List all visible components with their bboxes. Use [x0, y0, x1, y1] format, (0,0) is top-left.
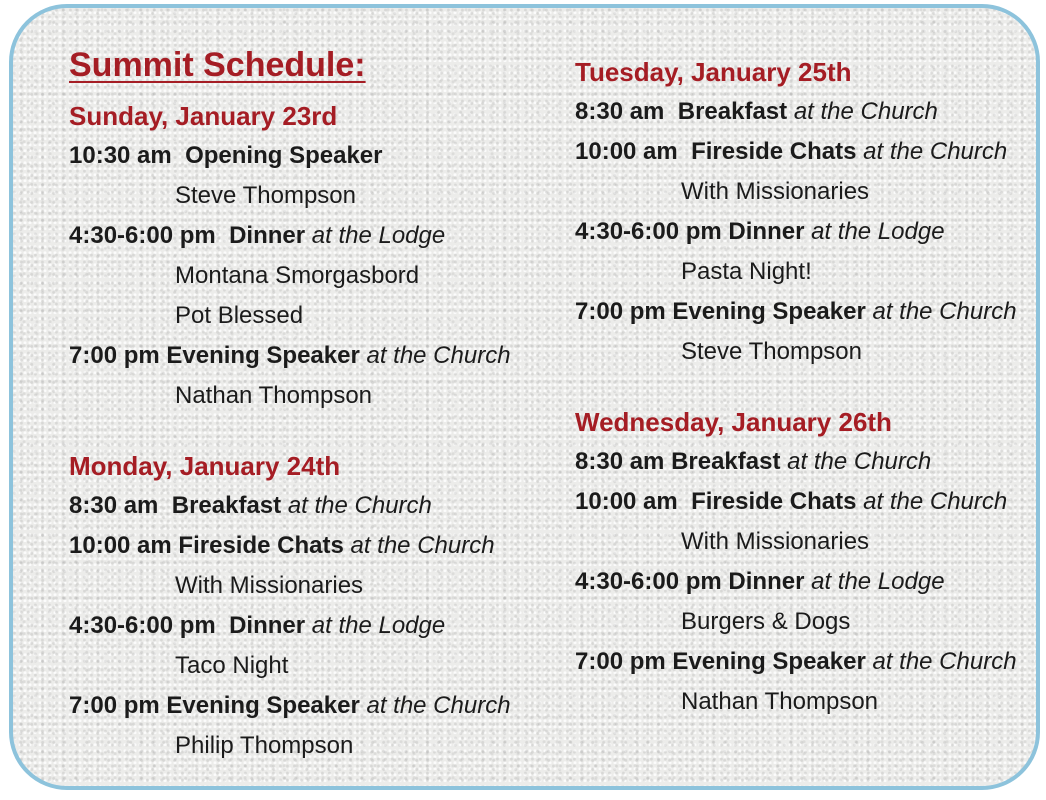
item-detail: Burgers & Dogs [681, 608, 851, 635]
item-location: at the Church [287, 492, 432, 519]
schedule-item [575, 292, 1017, 332]
item-location: at the Church [872, 648, 1017, 675]
item-event: Fireside Chats [691, 138, 857, 165]
schedule-item [575, 442, 1017, 482]
day-heading: Monday, January 24th [69, 451, 341, 481]
schedule-item [69, 606, 511, 646]
item-event: Dinner [229, 612, 306, 639]
item-event: Evening Speaker [166, 342, 360, 369]
item-time: 4:30-6:00 pm [69, 612, 216, 639]
schedule-item [69, 216, 511, 256]
item-event: Dinner [229, 222, 306, 249]
schedule-item [575, 92, 1017, 132]
schedule-item [69, 336, 511, 376]
item-detail: Pasta Night! [681, 258, 812, 285]
item-detail: Nathan Thompson [175, 382, 373, 409]
schedule-item [69, 526, 511, 566]
item-location: at the Lodge [811, 218, 945, 245]
item-location: at the Lodge [811, 568, 945, 595]
item-event: Evening Speaker [672, 648, 866, 675]
item-time: 8:30 am [575, 98, 665, 125]
item-time: 7:00 pm [69, 692, 160, 719]
item-detail: Nathan Thompson [681, 688, 879, 715]
item-event: Dinner [728, 218, 805, 245]
item-time: 7:00 pm [575, 298, 666, 325]
schedule-item [69, 686, 511, 726]
day-section-monday [69, 446, 511, 766]
item-location: at the Church [793, 98, 938, 125]
item-time: 10:00 am [575, 488, 678, 515]
schedule-item [69, 486, 511, 526]
item-location: at the Church [863, 138, 1008, 165]
item-detail: Taco Night [175, 652, 289, 679]
right-column [575, 52, 1017, 722]
item-location: at the Church [872, 298, 1017, 325]
item-event: Dinner [728, 568, 805, 595]
schedule-item [69, 136, 511, 176]
item-detail: With Missionaries [175, 572, 364, 599]
schedule-item [575, 212, 1017, 252]
section-gap [69, 416, 511, 446]
item-event: Breakfast [671, 448, 781, 475]
schedule-item [575, 562, 1017, 602]
day-section-wednesday [575, 402, 1017, 722]
schedule-card [9, 4, 1040, 790]
schedule-title: Summit Schedule: [69, 46, 366, 84]
item-location: at the Lodge [311, 222, 446, 249]
schedule-item [575, 642, 1017, 682]
item-detail: Steve Thompson [681, 338, 862, 365]
item-event: Evening Speaker [166, 692, 360, 719]
item-time: 4:30-6:00 pm [575, 568, 722, 595]
day-heading: Tuesday, January 25th [575, 57, 852, 87]
item-location: at the Church [366, 692, 511, 719]
schedule-item [575, 482, 1017, 522]
item-event: Opening Speaker [185, 142, 383, 169]
item-location: at the Church [350, 532, 495, 559]
item-time: 8:30 am [69, 492, 159, 519]
schedule-item [575, 132, 1017, 172]
item-detail: Steve Thompson [175, 182, 356, 209]
item-detail: Philip Thompson [175, 732, 354, 759]
section-gap [575, 372, 1017, 402]
item-time: 4:30-6:00 pm [575, 218, 722, 245]
item-time: 10:30 am [69, 142, 172, 169]
day-section-sunday [69, 96, 511, 416]
item-time: 10:00 am [575, 138, 678, 165]
day-heading: Sunday, January 23rd [69, 101, 338, 131]
item-time: 7:00 pm [69, 342, 160, 369]
item-time: 10:00 am [69, 532, 172, 559]
item-location: at the Lodge [311, 612, 446, 639]
item-time: 4:30-6:00 pm [69, 222, 216, 249]
item-event: Fireside Chats [691, 488, 857, 515]
left-column [69, 96, 511, 766]
item-time: 8:30 am [575, 448, 665, 475]
item-location: at the Church [366, 342, 511, 369]
item-event: Breakfast [677, 98, 788, 125]
day-heading: Wednesday, January 26th [575, 407, 892, 437]
item-location: at the Church [787, 448, 932, 475]
item-event: Fireside Chats [178, 532, 344, 559]
item-detail: With Missionaries [681, 178, 870, 205]
item-detail: With Missionaries [681, 528, 870, 555]
item-detail: Montana Smorgasbord [175, 262, 420, 289]
item-detail: Pot Blessed [175, 302, 304, 329]
item-time: 7:00 pm [575, 648, 666, 675]
day-section-tuesday [575, 52, 1017, 372]
item-event: Evening Speaker [672, 298, 866, 325]
item-event: Breakfast [171, 492, 282, 519]
item-location: at the Church [863, 488, 1008, 515]
